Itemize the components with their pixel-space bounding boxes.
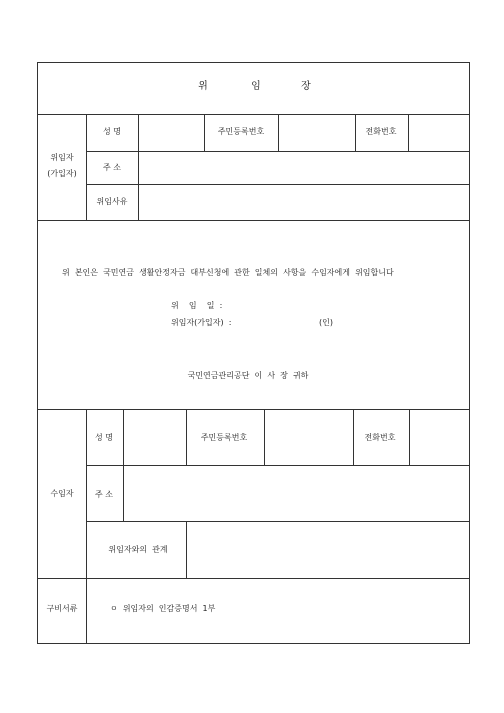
delegator-section-sublabel: (가입자) (47, 169, 77, 178)
documents-label: 구비서류 (46, 604, 78, 613)
vline-delegate-phone-end (409, 409, 410, 465)
divider-delegator-row1 (86, 151, 469, 152)
title-char-2: 임 (251, 81, 261, 92)
vline-delegate-name-end (186, 409, 187, 465)
delegate-phone-label: 전화번호 (364, 433, 396, 442)
divider-delegate-end (38, 578, 469, 579)
vline-delegate-label (86, 409, 87, 578)
divider-title (38, 114, 469, 115)
delegator-reason-label: 위임사유 (96, 197, 128, 206)
divider-delegator-end (38, 220, 469, 221)
documents-item: ㅇ 위임자의 인감증명서 1부 (110, 604, 216, 613)
divider-delegate-row2 (86, 521, 469, 522)
delegator-section-label: 위임자 (50, 153, 74, 162)
divider-statement-end (38, 409, 469, 410)
vline-delegate-fieldlabel (123, 409, 124, 521)
title-char-3: 장 (301, 81, 311, 92)
statement-body: 위 본인은 국민연금 생활안정자금 대부신청에 관한 일체의 사항을 수임자에게 위임합니다 (62, 268, 394, 277)
divider-delegate-row1 (86, 465, 469, 466)
delegation-date-label: 위 임 일 : (171, 301, 223, 310)
recipient-line: 국민연금관리공단 이 사 장 귀하 (187, 371, 309, 380)
title-char-1: 위 (198, 81, 208, 92)
seal-label: (인) (319, 318, 333, 327)
divider-delegator-row2 (86, 184, 469, 185)
vline-delegator-rrn-end (278, 114, 279, 151)
delegation-form (37, 62, 470, 644)
delegator-name-label: 성 명 (103, 127, 121, 136)
delegate-section-label: 수임자 (50, 489, 74, 498)
vline-delegator-rrnvalue-end (355, 114, 356, 151)
vline-delegate-rrn-end (264, 409, 265, 465)
delegator-signer-label: 위임자(가입자) : (171, 318, 232, 327)
vline-delegate-rrnvalue-end (353, 409, 354, 465)
delegator-address-label: 주 소 (103, 163, 121, 172)
vline-documents-label (86, 578, 87, 643)
vline-delegator-fieldlabel (138, 114, 139, 220)
delegate-relation-label: 위임자와의 관계 (108, 545, 168, 554)
delegate-name-label: 성 명 (95, 433, 113, 442)
delegator-rrn-label: 주민등록번호 (217, 127, 265, 136)
delegate-address-label: 주 소 (95, 490, 113, 499)
vline-delegate-relation-end (186, 521, 187, 578)
vline-delegator-label (86, 114, 87, 220)
delegator-phone-label: 전화번호 (365, 127, 397, 136)
vline-delegator-name-end (204, 114, 205, 151)
vline-delegator-phone-end (408, 114, 409, 151)
delegate-rrn-label: 주민등록번호 (200, 433, 248, 442)
